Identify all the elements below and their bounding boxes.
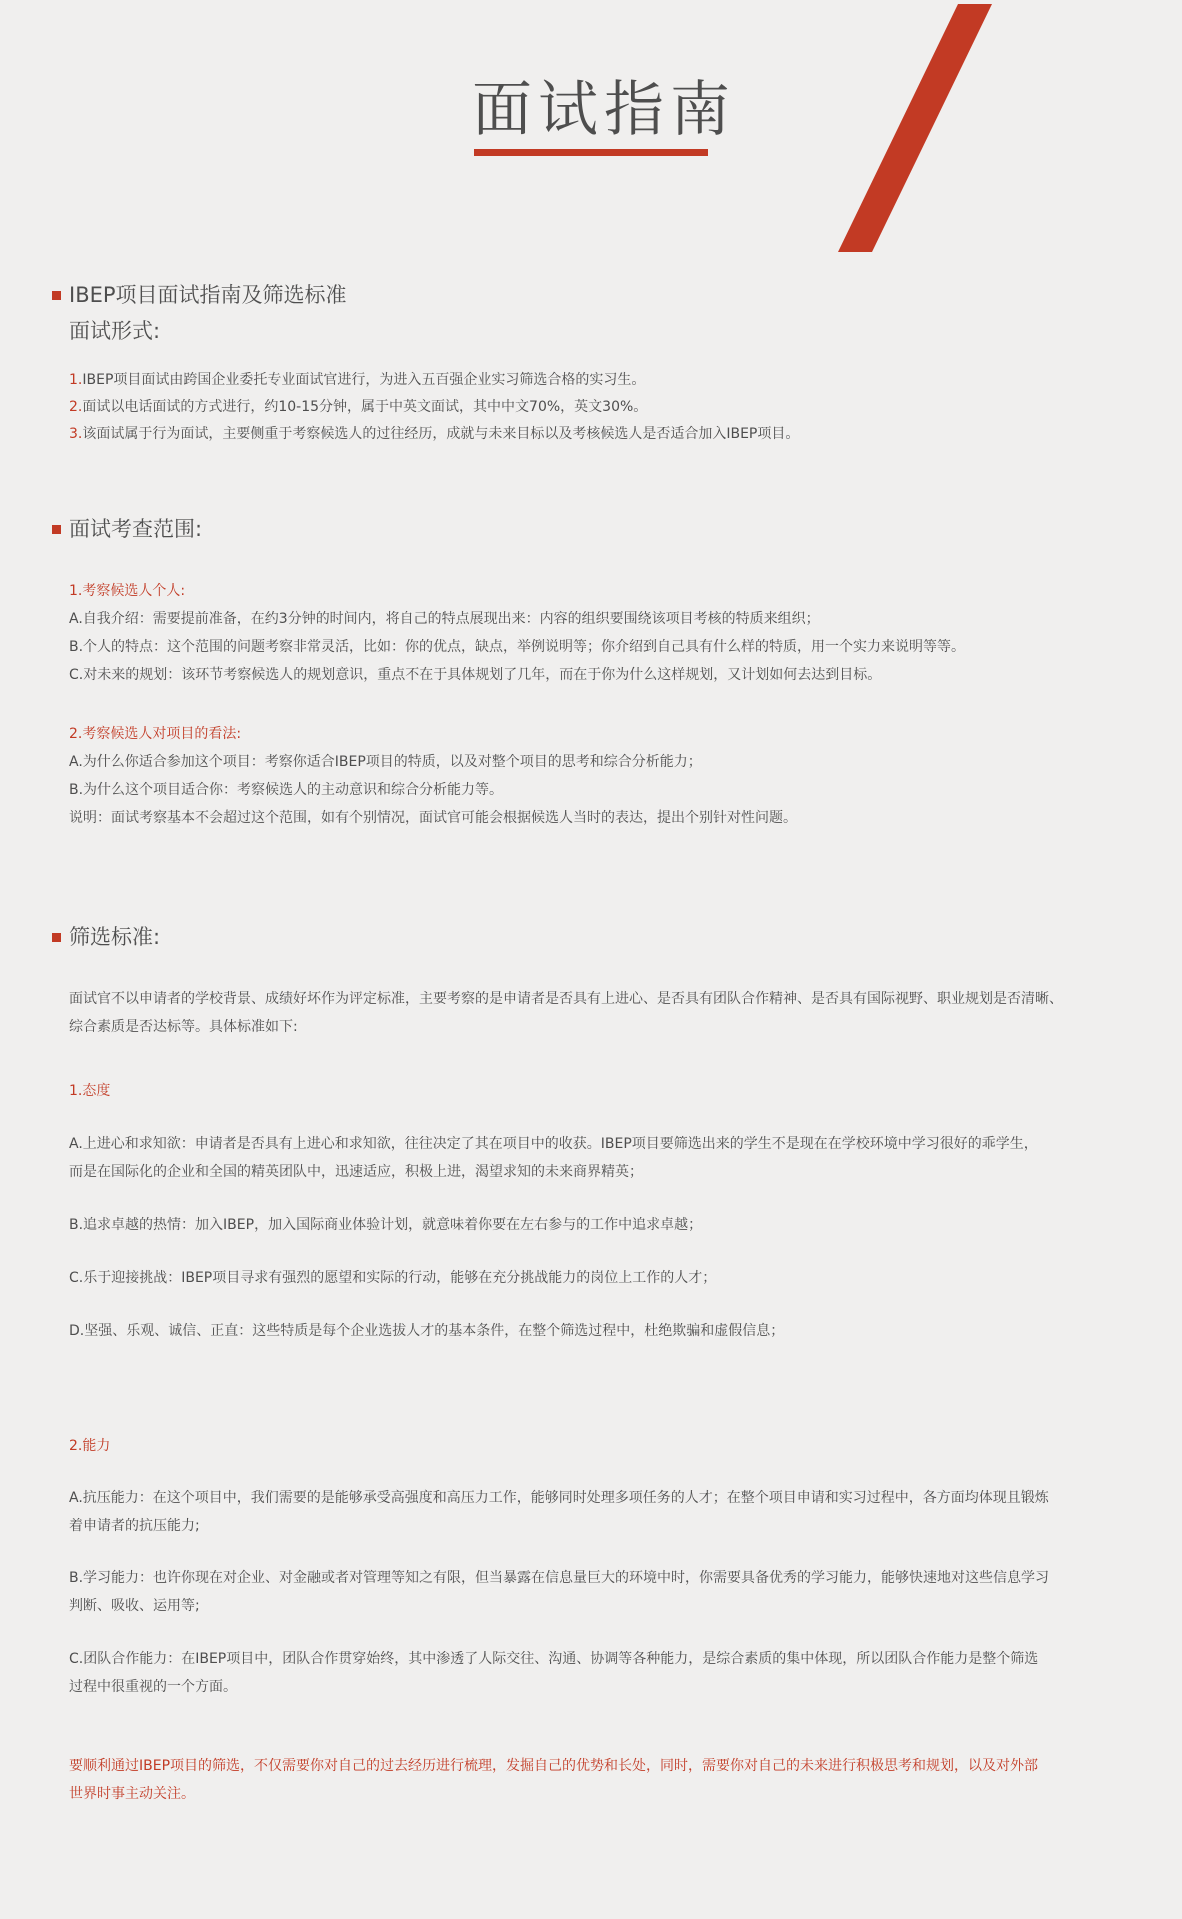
conclusion-line: 世界时事主动关注。 xyxy=(69,1786,195,1802)
attitude-title-block xyxy=(69,1077,1069,1105)
section-heading xyxy=(52,514,1072,544)
ability-title: 2.能力 xyxy=(69,1438,111,1454)
intro-line: 面试官不以申请者的学校背景、成绩好坏作为评定标准，主要考察的是申请者是否具有上进心、是否具有团队合作精神、是否具有国际视野、职业规划是否清晰、 xyxy=(69,991,1063,1007)
format-list xyxy=(52,367,1072,448)
list-number: 3. xyxy=(69,426,83,442)
group-line: A.自我介绍：需要提前准备，在约3分钟的时间内，将自己的特点展现出来：内容的组织要围绕该项目考核的特质来组织； xyxy=(69,611,820,627)
attitude-title: 1.态度 xyxy=(69,1083,111,1099)
attitude-line: 而是在国际化的企业和全国的精英团队中，迅速适应，积极上进，渴望求知的未来商界精英； xyxy=(69,1164,643,1180)
attitude-d xyxy=(69,1317,1069,1345)
attitude-c xyxy=(69,1264,1069,1292)
ability-a xyxy=(69,1484,1069,1540)
section-heading-text: 筛选标准: xyxy=(69,925,161,949)
intro-line: 综合素质是否达标等。具体标准如下: xyxy=(69,1019,298,1035)
ability-line: B.学习能力：也许你现在对企业、对金融或者对管理等知之有限，但当暴露在信息量巨大的环境中时，你需要具备优秀的学习能力，能够快速地对这些信息学习 xyxy=(69,1570,1050,1586)
attitude-a xyxy=(69,1130,1069,1186)
ability-line: 着申请者的抗压能力; xyxy=(69,1518,200,1534)
conclusion-line: 要顺利通过IBEP项目的筛选，不仅需要你对自己的过去经历进行梳理，发掘自己的优势和长处，同时，需要你对自己的未来进行积极思考和规划，以及对外部 xyxy=(69,1758,1039,1774)
attitude-b xyxy=(69,1211,1069,1239)
group-line: C.对未来的规划：该环节考察候选人的规划意识，重点不在于具体规划了几年，而在于你为什么这样规划，又计划如何去达到目标。 xyxy=(69,667,882,683)
ability-line: A.抗压能力：在这个项目中，我们需要的是能够承受高强度和高压力工作，能够同时处理多项任务的人才；在整个项目申请和实习过程中，各方面均体现且锻炼 xyxy=(69,1490,1049,1506)
ability-c xyxy=(69,1645,1069,1701)
ability-b xyxy=(69,1564,1069,1620)
bullet-square-icon xyxy=(52,525,61,534)
ability-line: 判断、吸收、运用等; xyxy=(69,1598,200,1614)
bullet-square-icon xyxy=(52,933,61,942)
attitude-line: B.追求卓越的热情：加入IBEP，加入国际商业体验计划，就意味着你要在左右参与的工作中追求卓越； xyxy=(69,1217,703,1233)
bullet-square-icon xyxy=(52,291,61,300)
list-item xyxy=(52,421,1072,448)
group-line: 说明：面试考察基本不会超过这个范围，如有个别情况，面试官可能会根据候选人当时的表达，提出个别针对性问题。 xyxy=(69,810,797,826)
ability-title-block xyxy=(69,1432,1069,1460)
section-heading-text: 面试考查范围: xyxy=(69,517,203,541)
section-heading-text: IBEP项目面试指南及筛选标准 xyxy=(69,283,347,307)
list-item-text: IBEP项目面试由跨国企业委托专业面试官进行，为进入五百强企业实习筛选合格的实习生。 xyxy=(82,372,646,388)
list-item xyxy=(52,394,1072,421)
list-number: 2. xyxy=(69,399,83,415)
group-line: B.个人的特点：这个范围的问题考察非常灵活，比如：你的优点，缺点，举例说明等；你介绍到自己具有什么样的特质，用一个实力来说明等等。 xyxy=(69,639,966,655)
list-number: 1. xyxy=(69,372,83,388)
section-interview-format xyxy=(52,280,1072,448)
ability-line: C.团队合作能力：在IBEP项目中，团队合作贯穿始终，其中渗透了人际交往、沟通、协调等各种能力，是综合素质的集中体现，所以团队合作能力是整个筛选 xyxy=(69,1651,1039,1667)
scope-group-personal xyxy=(69,577,1069,689)
section-heading xyxy=(52,280,1072,310)
group-title: 1.考察候选人个人: xyxy=(69,583,186,599)
attitude-line: C.乐于迎接挑战：IBEP项目寻求有强烈的愿望和实际的行动，能够在充分挑战能力的岗位上工作的人才； xyxy=(69,1270,717,1286)
title-underline xyxy=(474,149,708,156)
group-title: 2.考察候选人对项目的看法: xyxy=(69,726,242,742)
section-interview-scope xyxy=(52,514,1072,544)
list-item xyxy=(52,367,1072,394)
list-item-text: 面试以电话面试的方式进行，约10-15分钟，属于中英文面试，其中中文70%，英文30%。 xyxy=(82,399,648,415)
section-criteria xyxy=(52,922,1072,952)
group-line: A.为什么你适合参加这个项目：考察你适合IBEP项目的特质，以及对整个项目的思考和综合分析能力； xyxy=(69,754,702,770)
attitude-line: A.上进心和求知欲：申请者是否具有上进心和求知欲，往往决定了其在项目中的收获。IBEP项目要筛选出来的学生不是现在在学校环境中学习很好的乖学生， xyxy=(69,1136,1038,1152)
ability-line: 过程中很重视的一个方面。 xyxy=(69,1679,237,1695)
list-item-text: 该面试属于行为面试，主要侧重于考察候选人的过往经历，成就与未来目标以及考核候选人是否适合加入IBEP项目。 xyxy=(82,426,800,442)
conclusion xyxy=(69,1752,1069,1808)
section-subheading: 面试形式: xyxy=(69,319,161,343)
scope-group-project xyxy=(69,720,1069,832)
page-title: 面试指南 xyxy=(472,75,736,145)
criteria-intro xyxy=(69,985,1069,1041)
group-line: B.为什么这个项目适合你：考察候选人的主动意识和综合分析能力等。 xyxy=(69,782,504,798)
attitude-line: D.坚强、乐观、诚信、正直：这些特质是每个企业选拔人才的基本条件，在整个筛选过程中，杜绝欺骗和虚假信息； xyxy=(69,1323,785,1339)
section-heading xyxy=(52,922,1072,952)
